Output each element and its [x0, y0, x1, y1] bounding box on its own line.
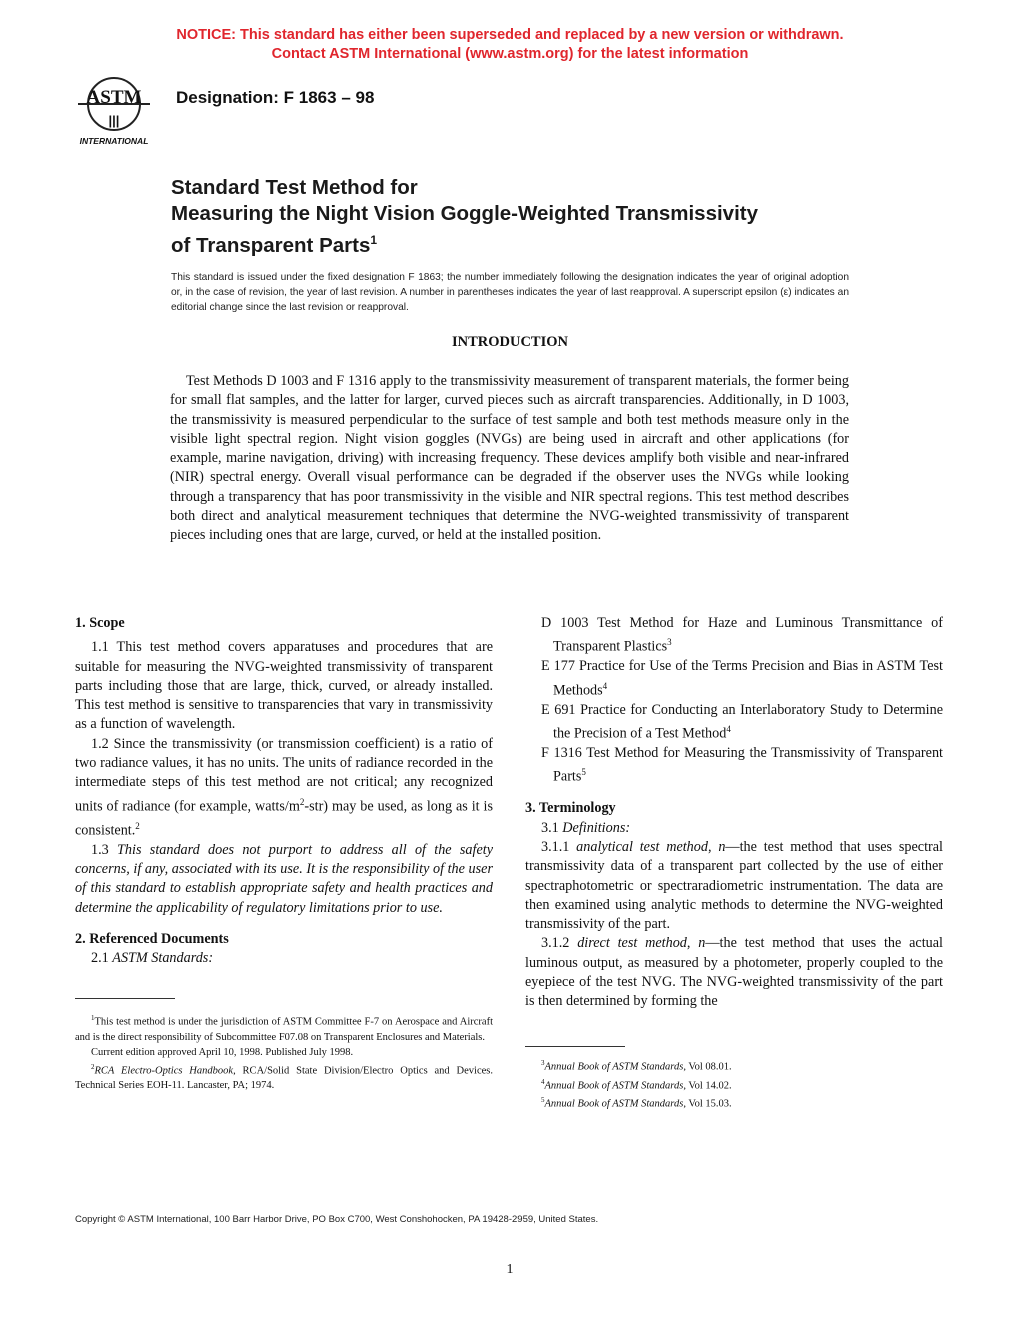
- footnote-rule-left: [75, 998, 175, 999]
- reference-list: [525, 614, 943, 787]
- title-line-2: Measuring the Night Vision Goggle-Weighted Transmissivity: [171, 202, 759, 225]
- astm-standards-label: 2.1 ASTM Standards:: [91, 950, 214, 967]
- footnotes-left: [75, 1011, 493, 1093]
- footnote-3: $^3$Annual Book of ASTM Standards, Vol 08.01.: [541, 1059, 732, 1073]
- scope-heading: 1. Scope: [75, 615, 125, 631]
- footnote-rule-right: [525, 1046, 625, 1047]
- title-line-1: Standard Test Method for: [171, 176, 418, 199]
- footnote-4: $^4$Annual Book of ASTM Standards, Vol 14.02.: [541, 1077, 732, 1091]
- title-line-3: of Transparent Parts: [171, 233, 371, 257]
- left-column: [75, 614, 493, 969]
- footnotes-right: [525, 1056, 943, 1112]
- notice-line-1: NOTICE: This standard has either been superseded and replaced by a new version or withdrawn.: [176, 27, 844, 43]
- reference-item: D 1003 Test Method for Haze and Luminous Transmittance of Transparent Plastics$^3$: [541, 615, 943, 656]
- svg-text:|||: |||: [108, 113, 120, 128]
- reference-item: E 691 Practice for Conducting an Interlaboratory Study to Determine the Precision of a Test Method$^4$: [541, 701, 943, 742]
- introduction-text: Test Methods D 1003 and F 1316 apply to the transmissivity measurement of transparent materials, the former being for small flat samples, and the latter for larger, curved pieces such as aircraft transparencies. Additionally, in D 1003, the transmissivity is measured perpendicular to the surface of test sample and both test methods measure only in the visible light spectral region. Night vision goggles (NVGs) are being used in aircraft and other applications (for example, marine navigation, driving) with increasing frequency. These devices amplify both visible and near-infrared (NIR) spectral energy. Overall visual performance can be degraded if the observer uses the NVGs while looking through a transparency that has poor transmissivity in the visible and NIR spectral regions. This test method describes both direct and analytical measurement techniques that determine the NVG-weighted transmissivity of transparent pieces including ones that are large, curved, or held at the installed position.: [170, 373, 849, 544]
- footnote-5: $^5$Annual Book of ASTM Standards, Vol 15.03.: [541, 1096, 732, 1110]
- term-direct-test-method: 3.1.2 direct test method, n—the test method that uses the actual luminous output, as measured by a photometer, properly coupled to the eyepiece of the test NVG. The NVG-weighted transmissivity of the part is then determined by forming the: [525, 935, 943, 1010]
- footnote-2: $^2$RCA Electro-Optics Handbook, RCA/Solid State Division/Electro Optics and Devices. Technical Series EOH-11. Lancaster, PA; 1974.: [75, 1062, 493, 1091]
- introduction-heading: INTRODUCTION: [451, 334, 568, 350]
- definitions-label: 3.1 Definitions:: [541, 819, 631, 836]
- astm-logo: [70, 74, 162, 148]
- scope-1-1: 1.1 This test method covers apparatuses and procedures that are suitable for measuring the NVG-weighted transmissivity of transparent parts including those that are large, thick, curved, or already installed. This test method is sensitive to transparencies that vary in transmissivity as a function of wavelength.: [75, 639, 493, 733]
- footnote-1: $^1$This test method is under the jurisdiction of ASTM Committee F-7 on Aerospace and Aircraft and is the direct responsibility of Subcommittee F07.08 on Transparent Enclosures and Materials.: [75, 1014, 493, 1043]
- designation: Designation: F 1863 – 98: [176, 88, 375, 107]
- logo-caption: INTERNATIONAL: [79, 136, 149, 146]
- reference-item: E 177 Practice for Use of the Terms Precision and Bias in ASTM Test Methods$^4$: [541, 658, 943, 699]
- copyright-line: Copyright © ASTM International, 100 Barr Harbor Drive, PO Box C700, West Conshohocken, PA 19428-2959, United States.: [75, 1214, 599, 1225]
- terminology-heading: 3. Terminology: [525, 800, 616, 817]
- scope-1-2: 1.2 Since the transmissivity (or transmission coefficient) is a ratio of two radiance values, it has no units. The units of radiance recorded in the intermediate steps of this test method are not critical; any recognized units of radiance (for example, watts/$m^2-str$) may be used, as long as it is consistent.$^2$: [75, 735, 494, 839]
- term-analytical-test-method: 3.1.1 analytical test method, n—the test method that uses spectral transmissivity data of a transparent part collected by the use of either spectraphotometric or spectraradiometric instrumentation. The data are then examined using analytic methods to determine the NVG-weighted transmissivity of the part.: [525, 838, 943, 933]
- issued-note: This standard is issued under the fixed designation F 1863; the number immediately following the designation indicates the year of original adoption or, in the case of revision, the year of last revision. A number in parentheses indicates the year of last reapproval. A superscript epsilon (ε) indicates an editorial change since the last revision or reapproval.: [171, 272, 849, 313]
- referenced-documents-heading: 2. Referenced Documents: [75, 930, 229, 947]
- page-number: 1: [506, 1262, 514, 1277]
- title-footnote-mark: 1: [370, 233, 378, 247]
- introduction-body: [170, 372, 849, 546]
- document-title: [171, 175, 891, 259]
- withdrawal-notice: [0, 26, 1020, 64]
- reference-item: F 1316 Test Method for Measuring the Transmissivity of Transparent Parts$^5$: [541, 744, 943, 786]
- scope-1-3: 1.3 This standard does not purport to address all of the safety concerns, if any, associated with its use. It is the responsibility of the user of this standard to establish appropriate safety and health practices and determine the applicability of regulatory limitations prior to use.: [75, 841, 493, 916]
- right-column: [525, 614, 943, 1012]
- logo-letters: ASTM: [86, 87, 142, 108]
- notice-line-2: Contact ASTM International (www.astm.org) for the latest information: [271, 46, 749, 62]
- footnote-1-edition: Current edition approved April 10, 1998. Published July 1998.: [91, 1046, 354, 1058]
